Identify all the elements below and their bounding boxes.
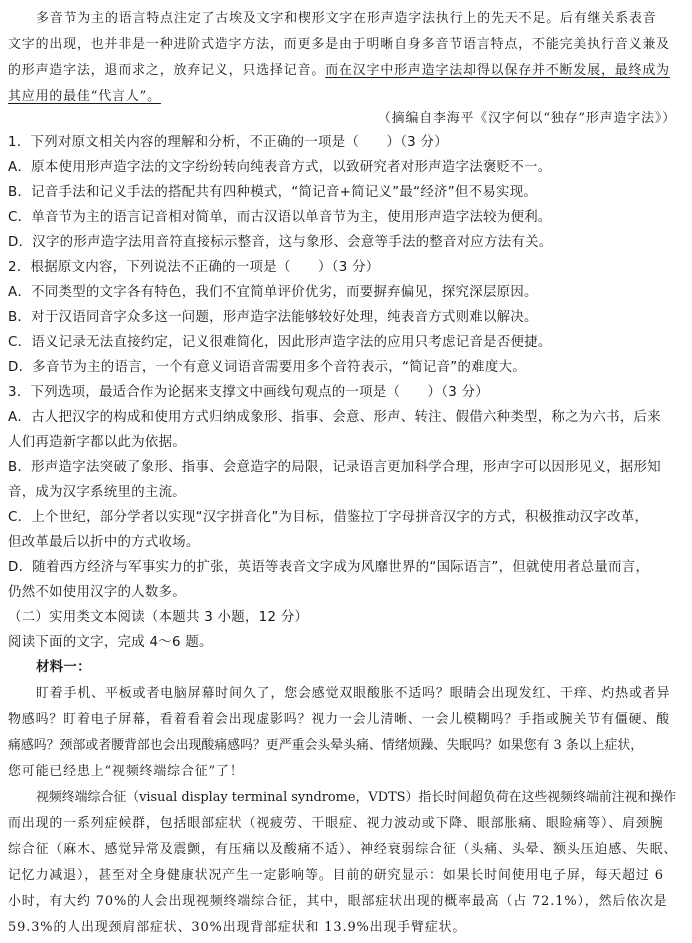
question-option: C．单音节为主的语言记音相对简单，而古汉语以单音节为主，使用形声造字法较为便利。 [8,210,552,225]
material-line: 综合征（麻木、感觉异常及震颤，有压痛以及酸痛不适）、神经衰弱综合征（头痛、头晕、额头压迫感、失眠、 [8,842,678,857]
material-line: 59.3%的人出现颈肩部症状、30%出现背部症状和 13.9%出现手臂症状。 [8,920,467,935]
question-option: B．对于汉语同音字众多这一问题，形声造字法能够较好处理，纯表音方式则难以解决。 [8,310,538,325]
material-line: 盯着手机、平板或者电脑屏幕时间久了，您会感觉双眼酸胀不适吗？眼睛会出现发红、干痒、灼热或者异 [36,686,671,701]
question-option-cont: 但改革最后以折中的方式收场。 [8,535,200,550]
passage-line: 文字的出现，也并非是一种进阶式造字方法，而更多是由于明晰自身多音节语言特点，不能完美执行音义兼及 [8,37,670,52]
question-option: A．古人把汉字的构成和使用方式归纳成象形、指事、会意、形声、转注、假借六种类型，称之为六书，后来 [8,410,661,425]
question-option: D．随着西方经济与军事实力的扩张，英语等表音文字成为风靡世界的“国际语言”，但就使用者总量而言， [8,560,650,575]
question-option-cont: 仍然不如使用汉字的人数多。 [8,585,186,600]
section-instruction: 阅读下面的文字，完成 4～6 题。 [8,635,213,650]
question-option-cont: 人们再造新字都以此为依据。 [8,435,186,450]
material-line: 视频终端综合征（visual display terminal syndrome，VDTS）指长时间超负荷在这些视频终端前注视和操作 [36,790,677,805]
question-option: D．汉字的形声造字法用音符直接标示整音，这与象形、会意等手法的整音对应方法有关。 [8,235,553,250]
question-option: D．多音节为主的语言，一个有意义词语音需要用多个音符表示，“简记音”的难度大。 [8,360,526,375]
material-line: 您可能已经患上“视频终端综合征”了！ [8,764,244,779]
question-option: C．上个世纪，部分学者以实现“汉字拼音化”为目标，借鉴拉丁字母拼音汉字的方式，积极推动汉字改革， [8,510,649,525]
underlined-sentence: 其应用的最佳“代言人”。 [8,89,161,104]
question-option: B．记音手法和记义手法的搭配共有四种模式，“简记音+简记义”最“经济”但不易实现。 [8,185,538,200]
question-option: A．不同类型的文字各有特色，我们不宜简单评价优劣，而要摒弃偏见，探究深层原因。 [8,285,538,300]
source-citation: （摘编自李海平《汉字何以“独存”形声造字法》） [377,111,676,126]
material-line: 痛感吗？颈部或者腰背部也会出现酸痛感吗？更严重会头晕头痛、情绪烦躁、失眠吗？如果您有 3 条以上症状， [8,738,644,753]
question-option: A．原本使用形声造字法的文字纷纷转向纯表音方式，以致研究者对形声造字法褒贬不一。 [8,160,552,175]
question-option: C．语义记录无法直接约定，记义很难简化，因此形声造字法的应用只考虑记音是否便捷。 [8,335,552,350]
question-stem: 2．根据原文内容，下列说法不正确的一项是（ ）（3 分） [8,260,380,275]
passage-line [8,87,684,107]
question-option: B．形声造字法突破了象形、指事、会意造字的局限，记录语言更加科学合理，形声字可以因形见义，据形知 [8,460,661,475]
section-heading: （二）实用类文本阅读（本题共 3 小题，12 分） [8,610,309,625]
material-label: 材料一： [36,660,91,675]
question-stem: 3．下列选项，最适合作为论据来支撑文中画线句观点的一项是（ ）（3 分） [8,385,489,400]
underlined-sentence: 而在汉字中形声造字法却得以保存并不断发展，最终成为 [325,63,670,78]
passage-text: 的形声造字法，退而求之，放弃记义，只选择记音。 [8,63,326,78]
material-line: 而出现的一系列症候群，包括眼部症状（视疲劳、干眼症、视力波动或下降、眼部胀痛、眼睑痛等）、肩颈腕 [8,816,664,831]
material-line: 物感吗？盯着电子屏幕，看着看着会出现虚影吗？视力一会儿清晰、一会儿模糊吗？手指或腕关节有僵硬、酸 [8,712,670,727]
passage-line: 多音节为主的语言特点注定了古埃及文字和楔形文字在形声造字法执行上的先天不足。后有继关系表音 [36,11,657,26]
material-line: 小时，有大约 70%的人会出现视频终端综合征，其中，眼部症状出现的概率最高（占 72.1%），然后依次是 [8,894,668,909]
material-line: 记忆力减退），甚至对全身健康状况产生一定影响等。目前的研究显示：如果长时间使用电子屏，每天超过 6 [8,868,664,883]
question-stem: 1．下列对原文相关内容的理解和分析，不正确的一项是（ ）（3 分） [8,135,448,150]
passage-line [8,61,684,81]
question-option-cont: 音，成为汉字系统里的主流。 [8,485,186,500]
